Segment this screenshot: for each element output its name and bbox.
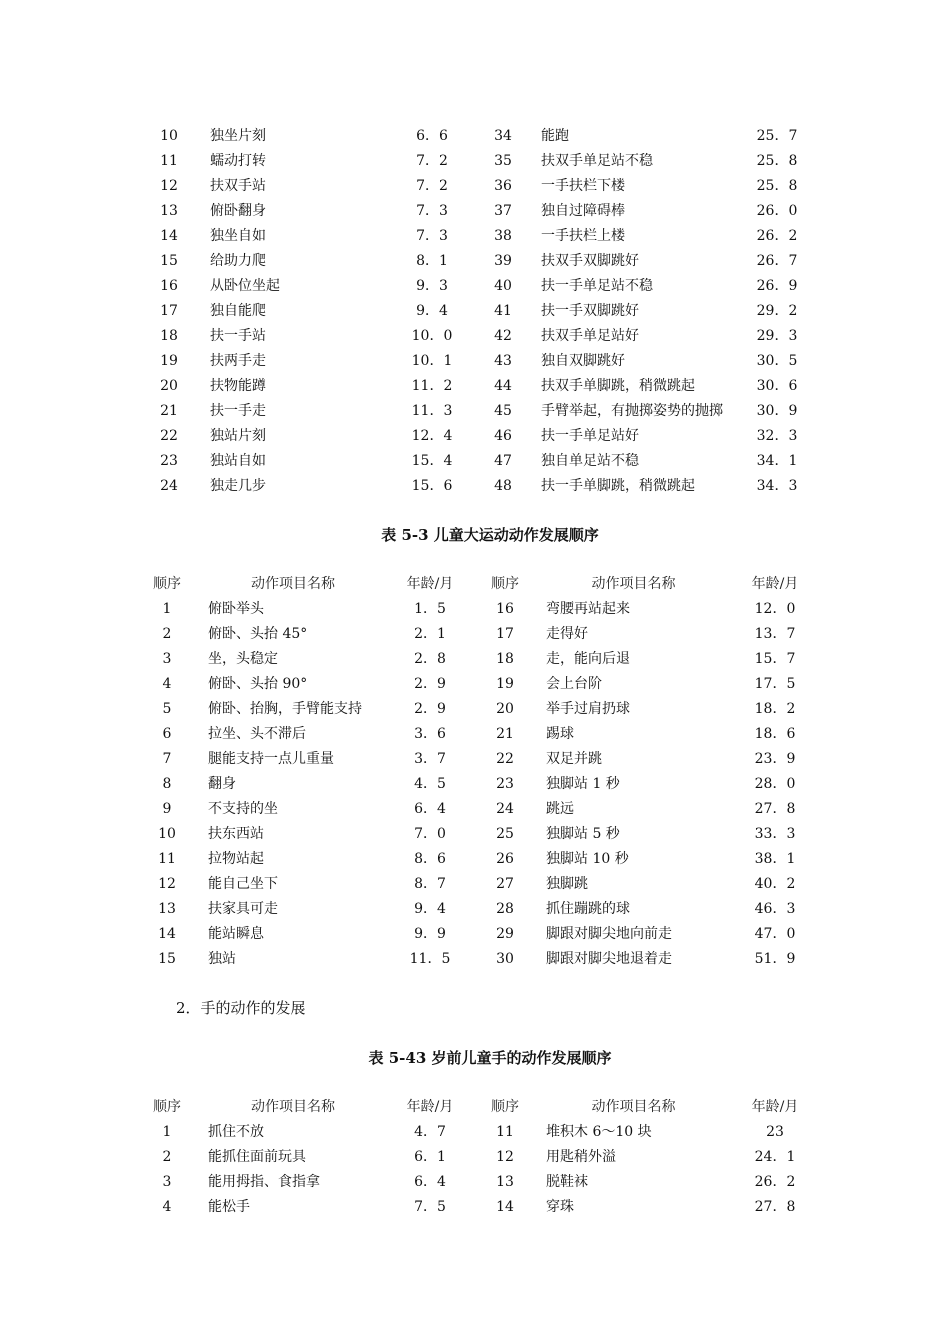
- age-cell: 4．7: [414, 1124, 446, 1140]
- age-cell: 25．8: [756, 153, 798, 169]
- order-cell: 21: [160, 403, 178, 419]
- item-name-cell: 独站: [208, 951, 236, 967]
- age-cell: 12．4: [411, 428, 453, 444]
- order-cell: 2: [162, 626, 172, 642]
- table-row: [0, 897, 950, 922]
- age-cell: 3．6: [414, 726, 446, 742]
- age-cell: 29．3: [756, 328, 798, 344]
- table-row: [0, 374, 950, 399]
- item-name-cell: 双足并跳: [546, 751, 602, 767]
- table-row: [0, 747, 950, 772]
- order-cell: 27: [496, 876, 514, 892]
- item-name-cell: 独站自如: [210, 453, 266, 469]
- age-cell: 10．0: [411, 328, 453, 344]
- age-cell: 1．5: [414, 601, 446, 617]
- order-cell: 20: [496, 701, 514, 717]
- order-cell: 1: [162, 1124, 172, 1140]
- item-name-cell: 脚跟对脚尖地向前走: [546, 926, 672, 942]
- item-name-cell: 扶一手双脚跳好: [541, 303, 639, 319]
- age-cell: 4．5: [414, 776, 446, 792]
- order-cell: 10: [160, 128, 178, 144]
- table-row: [0, 647, 950, 672]
- age-cell: 27．8: [754, 1199, 796, 1215]
- item-name-cell: 独站片刻: [210, 428, 266, 444]
- age-cell: 9．3: [416, 278, 448, 294]
- order-cell: 8: [162, 776, 172, 792]
- order-cell: 47: [494, 453, 512, 469]
- item-name-cell: 能站瞬息: [208, 926, 264, 942]
- order-cell: 40: [494, 278, 512, 294]
- order-cell: 14: [160, 228, 178, 244]
- item-name-cell: 一手扶栏下楼: [541, 178, 625, 194]
- order-cell: 17: [496, 626, 514, 642]
- column-header: 顺序: [153, 576, 181, 592]
- age-cell: 26．2: [754, 1174, 796, 1190]
- age-cell: 7．2: [416, 178, 448, 194]
- age-cell: 25．8: [756, 178, 798, 194]
- age-cell: 11．3: [411, 403, 453, 419]
- item-name-cell: 拉物站起: [208, 851, 264, 867]
- table-row: [0, 1120, 950, 1145]
- item-name-cell: 独自双脚跳好: [541, 353, 625, 369]
- motor-table-continued: [0, 124, 950, 499]
- item-name-cell: 会上台阶: [546, 676, 602, 692]
- order-cell: 1: [162, 601, 172, 617]
- age-cell: 6．4: [414, 1174, 446, 1190]
- age-cell: 30．5: [756, 353, 798, 369]
- item-name-cell: 扶双手单脚跳，稍微跳起: [541, 378, 695, 394]
- table-row: [0, 872, 950, 897]
- table-5-3-title: 表 5-3 儿童大运动动作发展顺序: [381, 526, 599, 544]
- order-cell: 42: [494, 328, 512, 344]
- item-name-cell: 脱鞋袜: [546, 1174, 588, 1190]
- order-cell: 5: [162, 701, 172, 717]
- item-name-cell: 走得好: [546, 626, 588, 642]
- age-cell: 18．2: [754, 701, 796, 717]
- order-cell: 16: [160, 278, 178, 294]
- item-name-cell: 独自过障碍棒: [541, 203, 625, 219]
- item-name-cell: 腿能支持一点儿重量: [208, 751, 334, 767]
- age-cell: 34．3: [756, 478, 798, 494]
- item-name-cell: 手臂举起，有抛掷姿势的抛掷: [541, 403, 723, 419]
- age-cell: 2．9: [414, 676, 446, 692]
- age-cell: 7．0: [414, 826, 446, 842]
- table-header-row: [0, 1095, 950, 1120]
- age-cell: 7．3: [416, 228, 448, 244]
- item-name-cell: 能抓住面前玩具: [208, 1149, 306, 1165]
- age-cell: 7．2: [416, 153, 448, 169]
- order-cell: 39: [494, 253, 512, 269]
- table-row: [0, 597, 950, 622]
- table-row: [0, 847, 950, 872]
- age-cell: 27．8: [754, 801, 796, 817]
- age-cell: 9．4: [414, 901, 446, 917]
- age-cell: 24．1: [754, 1149, 796, 1165]
- table-header-row: [0, 572, 950, 597]
- age-cell: 8．1: [416, 253, 448, 269]
- order-cell: 13: [158, 901, 176, 917]
- order-cell: 12: [496, 1149, 514, 1165]
- column-header: 顺序: [491, 576, 519, 592]
- column-header: 顺序: [153, 1099, 181, 1115]
- order-cell: 35: [494, 153, 512, 169]
- table-row: [0, 249, 950, 274]
- item-name-cell: 扶双手站: [210, 178, 266, 194]
- order-cell: 12: [160, 178, 178, 194]
- item-name-cell: 跳远: [546, 801, 574, 817]
- age-cell: 23．9: [754, 751, 796, 767]
- item-name-cell: 扶双手单足站好: [541, 328, 639, 344]
- age-cell: 28．0: [754, 776, 796, 792]
- age-cell: 15．6: [411, 478, 453, 494]
- item-name-cell: 俯卧、头抬 45°: [208, 626, 308, 642]
- order-cell: 7: [162, 751, 172, 767]
- item-name-cell: 穿珠: [546, 1199, 574, 1215]
- item-name-cell: 能跑: [541, 128, 569, 144]
- age-cell: 2．8: [414, 651, 446, 667]
- table-row: [0, 449, 950, 474]
- order-cell: 6: [162, 726, 172, 742]
- table-row: [0, 399, 950, 424]
- age-cell: 26．2: [756, 228, 798, 244]
- age-cell: 11．5: [409, 951, 451, 967]
- age-cell: 7．5: [414, 1199, 446, 1215]
- item-name-cell: 踢球: [546, 726, 574, 742]
- table-row: [0, 424, 950, 449]
- age-cell: 25．7: [756, 128, 798, 144]
- order-cell: 17: [160, 303, 178, 319]
- item-name-cell: 堆积木 6～10 块: [546, 1124, 652, 1140]
- age-cell: 3．7: [414, 751, 446, 767]
- order-cell: 45: [494, 403, 512, 419]
- order-cell: 44: [494, 378, 512, 394]
- table-row: [0, 1170, 950, 1195]
- order-cell: 22: [496, 751, 514, 767]
- order-cell: 19: [496, 676, 514, 692]
- order-cell: 43: [494, 353, 512, 369]
- order-cell: 14: [496, 1199, 514, 1215]
- item-name-cell: 独走几步: [210, 478, 266, 494]
- order-cell: 30: [496, 951, 514, 967]
- age-cell: 26．7: [756, 253, 798, 269]
- item-name-cell: 俯卧、抬胸，手臂能支持: [208, 701, 362, 717]
- order-cell: 23: [160, 453, 178, 469]
- item-name-cell: 走，能向后退: [546, 651, 630, 667]
- order-cell: 13: [160, 203, 178, 219]
- table-row: [0, 274, 950, 299]
- order-cell: 4: [162, 676, 172, 692]
- item-name-cell: 从卧位坐起: [210, 278, 280, 294]
- order-cell: 3: [162, 1174, 172, 1190]
- order-cell: 4: [162, 1199, 172, 1215]
- column-header: 年龄/月: [406, 576, 454, 592]
- item-name-cell: 蠕动打转: [210, 153, 266, 169]
- item-name-cell: 翻身: [208, 776, 236, 792]
- item-name-cell: 独自单足站不稳: [541, 453, 639, 469]
- age-cell: 47．0: [754, 926, 796, 942]
- age-cell: 12．0: [754, 601, 796, 617]
- order-cell: 14: [158, 926, 176, 942]
- age-cell: 9．4: [416, 303, 448, 319]
- order-cell: 3: [162, 651, 172, 667]
- age-cell: 40．2: [754, 876, 796, 892]
- age-cell: 29．2: [756, 303, 798, 319]
- table-5-4-title: 表 5-43 岁前儿童手的动作发展顺序: [368, 1049, 612, 1067]
- table-row: [0, 672, 950, 697]
- column-header: 年龄/月: [751, 1099, 799, 1115]
- order-cell: 24: [496, 801, 514, 817]
- age-cell: 2．1: [414, 626, 446, 642]
- column-header: 动作项目名称: [251, 1099, 335, 1115]
- age-cell: 38．1: [754, 851, 796, 867]
- table-row: [0, 199, 950, 224]
- age-cell: 33．3: [754, 826, 796, 842]
- age-cell: 6．4: [414, 801, 446, 817]
- column-header: 动作项目名称: [591, 576, 676, 592]
- table-row: [0, 174, 950, 199]
- age-cell: 34．1: [756, 453, 798, 469]
- table-row: [0, 324, 950, 349]
- item-name-cell: 给助力爬: [210, 253, 266, 269]
- order-cell: 26: [496, 851, 514, 867]
- table-row: [0, 124, 950, 149]
- age-cell: 30．9: [756, 403, 798, 419]
- order-cell: 11: [160, 153, 178, 169]
- table-row: [0, 822, 950, 847]
- table-row: [0, 622, 950, 647]
- order-cell: 18: [496, 651, 514, 667]
- item-name-cell: 一手扶栏上楼: [541, 228, 625, 244]
- column-header: 年龄/月: [406, 1099, 454, 1115]
- order-cell: 38: [494, 228, 512, 244]
- table-row: [0, 149, 950, 174]
- age-cell: 2．9: [414, 701, 446, 717]
- age-cell: 26．9: [756, 278, 798, 294]
- order-cell: 21: [496, 726, 514, 742]
- table-row: [0, 947, 950, 972]
- item-name-cell: 俯卧、头抬 90°: [208, 676, 308, 692]
- order-cell: 11: [158, 851, 176, 867]
- item-name-cell: 独脚站 5 秒: [546, 826, 620, 842]
- item-name-cell: 独脚跳: [546, 876, 588, 892]
- item-name-cell: 脚跟对脚尖地退着走: [546, 951, 672, 967]
- order-cell: 41: [494, 303, 512, 319]
- item-name-cell: 不支持的坐: [208, 801, 278, 817]
- age-cell: 6．6: [416, 128, 448, 144]
- table-row: [0, 697, 950, 722]
- order-cell: 28: [496, 901, 514, 917]
- item-name-cell: 扶一手单足站好: [541, 428, 639, 444]
- item-name-cell: 扶双手双脚跳好: [541, 253, 639, 269]
- order-cell: 2: [162, 1149, 172, 1165]
- section-heading: 2．手的动作的发展: [176, 999, 306, 1017]
- age-cell: 8．6: [414, 851, 446, 867]
- item-name-cell: 举手过肩扔球: [546, 701, 630, 717]
- age-cell: 15．4: [411, 453, 453, 469]
- order-cell: 25: [496, 826, 514, 842]
- age-cell: 51．9: [754, 951, 796, 967]
- table-row: [0, 797, 950, 822]
- order-cell: 37: [494, 203, 512, 219]
- table-row: [0, 224, 950, 249]
- age-cell: 15．7: [754, 651, 796, 667]
- item-name-cell: 抓住不放: [208, 1124, 264, 1140]
- gross-motor-table: [0, 572, 950, 972]
- age-cell: 23: [766, 1124, 784, 1140]
- age-cell: 9．9: [414, 926, 446, 942]
- item-name-cell: 拉坐、头不滞后: [208, 726, 306, 742]
- item-name-cell: 弯腰再站起来: [546, 601, 630, 617]
- order-cell: 18: [160, 328, 178, 344]
- order-cell: 34: [494, 128, 512, 144]
- item-name-cell: 能松手: [208, 1199, 250, 1215]
- column-header: 动作项目名称: [591, 1099, 676, 1115]
- item-name-cell: 抓住蹦跳的球: [546, 901, 630, 917]
- item-name-cell: 俯卧举头: [208, 601, 264, 617]
- item-name-cell: 用匙稍外溢: [546, 1149, 616, 1165]
- table-row: [0, 299, 950, 324]
- table-row: [0, 1145, 950, 1170]
- item-name-cell: 独脚站 1 秒: [546, 776, 620, 792]
- age-cell: 7．3: [416, 203, 448, 219]
- item-name-cell: 独自能爬: [210, 303, 266, 319]
- item-name-cell: 能用拇指、食指拿: [208, 1174, 320, 1190]
- table-row: [0, 474, 950, 499]
- order-cell: 15: [160, 253, 178, 269]
- order-cell: 23: [496, 776, 514, 792]
- order-cell: 36: [494, 178, 512, 194]
- age-cell: 11．2: [411, 378, 453, 394]
- order-cell: 12: [158, 876, 176, 892]
- order-cell: 19: [160, 353, 178, 369]
- item-name-cell: 扶一手单脚跳，稍微跳起: [541, 478, 695, 494]
- age-cell: 26．0: [756, 203, 798, 219]
- age-cell: 30．6: [756, 378, 798, 394]
- table-row: [0, 922, 950, 947]
- table-row: [0, 772, 950, 797]
- table-row: [0, 349, 950, 374]
- age-cell: 18．6: [754, 726, 796, 742]
- order-cell: 48: [494, 478, 512, 494]
- table-row: [0, 1195, 950, 1220]
- item-name-cell: 独坐片刻: [210, 128, 266, 144]
- hand-motor-table: [0, 1095, 950, 1220]
- item-name-cell: 独坐自如: [210, 228, 266, 244]
- item-name-cell: 能自己坐下: [208, 876, 278, 892]
- item-name-cell: 扶一手单足站不稳: [541, 278, 653, 294]
- item-name-cell: 扶一手走: [210, 403, 266, 419]
- item-name-cell: 扶两手走: [210, 353, 266, 369]
- order-cell: 11: [496, 1124, 514, 1140]
- item-name-cell: 独脚站 10 秒: [546, 851, 629, 867]
- column-header: 动作项目名称: [251, 576, 335, 592]
- item-name-cell: 坐，头稳定: [208, 651, 278, 667]
- order-cell: 24: [160, 478, 178, 494]
- column-header: 顺序: [491, 1099, 519, 1115]
- order-cell: 16: [496, 601, 514, 617]
- age-cell: 46．3: [754, 901, 796, 917]
- table-row: [0, 722, 950, 747]
- age-cell: 13．7: [754, 626, 796, 642]
- age-cell: 10．1: [411, 353, 453, 369]
- item-name-cell: 俯卧翻身: [210, 203, 266, 219]
- item-name-cell: 扶双手单足站不稳: [541, 153, 653, 169]
- order-cell: 13: [496, 1174, 514, 1190]
- age-cell: 8．7: [414, 876, 446, 892]
- item-name-cell: 扶一手站: [210, 328, 266, 344]
- order-cell: 9: [162, 801, 172, 817]
- order-cell: 22: [160, 428, 178, 444]
- order-cell: 20: [160, 378, 178, 394]
- item-name-cell: 扶物能蹲: [210, 378, 266, 394]
- item-name-cell: 扶东西站: [208, 826, 264, 842]
- age-cell: 6．1: [414, 1149, 446, 1165]
- order-cell: 29: [496, 926, 514, 942]
- order-cell: 10: [158, 826, 176, 842]
- age-cell: 32．3: [756, 428, 798, 444]
- column-header: 年龄/月: [751, 576, 799, 592]
- order-cell: 46: [494, 428, 512, 444]
- item-name-cell: 扶家具可走: [208, 901, 278, 917]
- order-cell: 15: [158, 951, 176, 967]
- age-cell: 17．5: [754, 676, 796, 692]
